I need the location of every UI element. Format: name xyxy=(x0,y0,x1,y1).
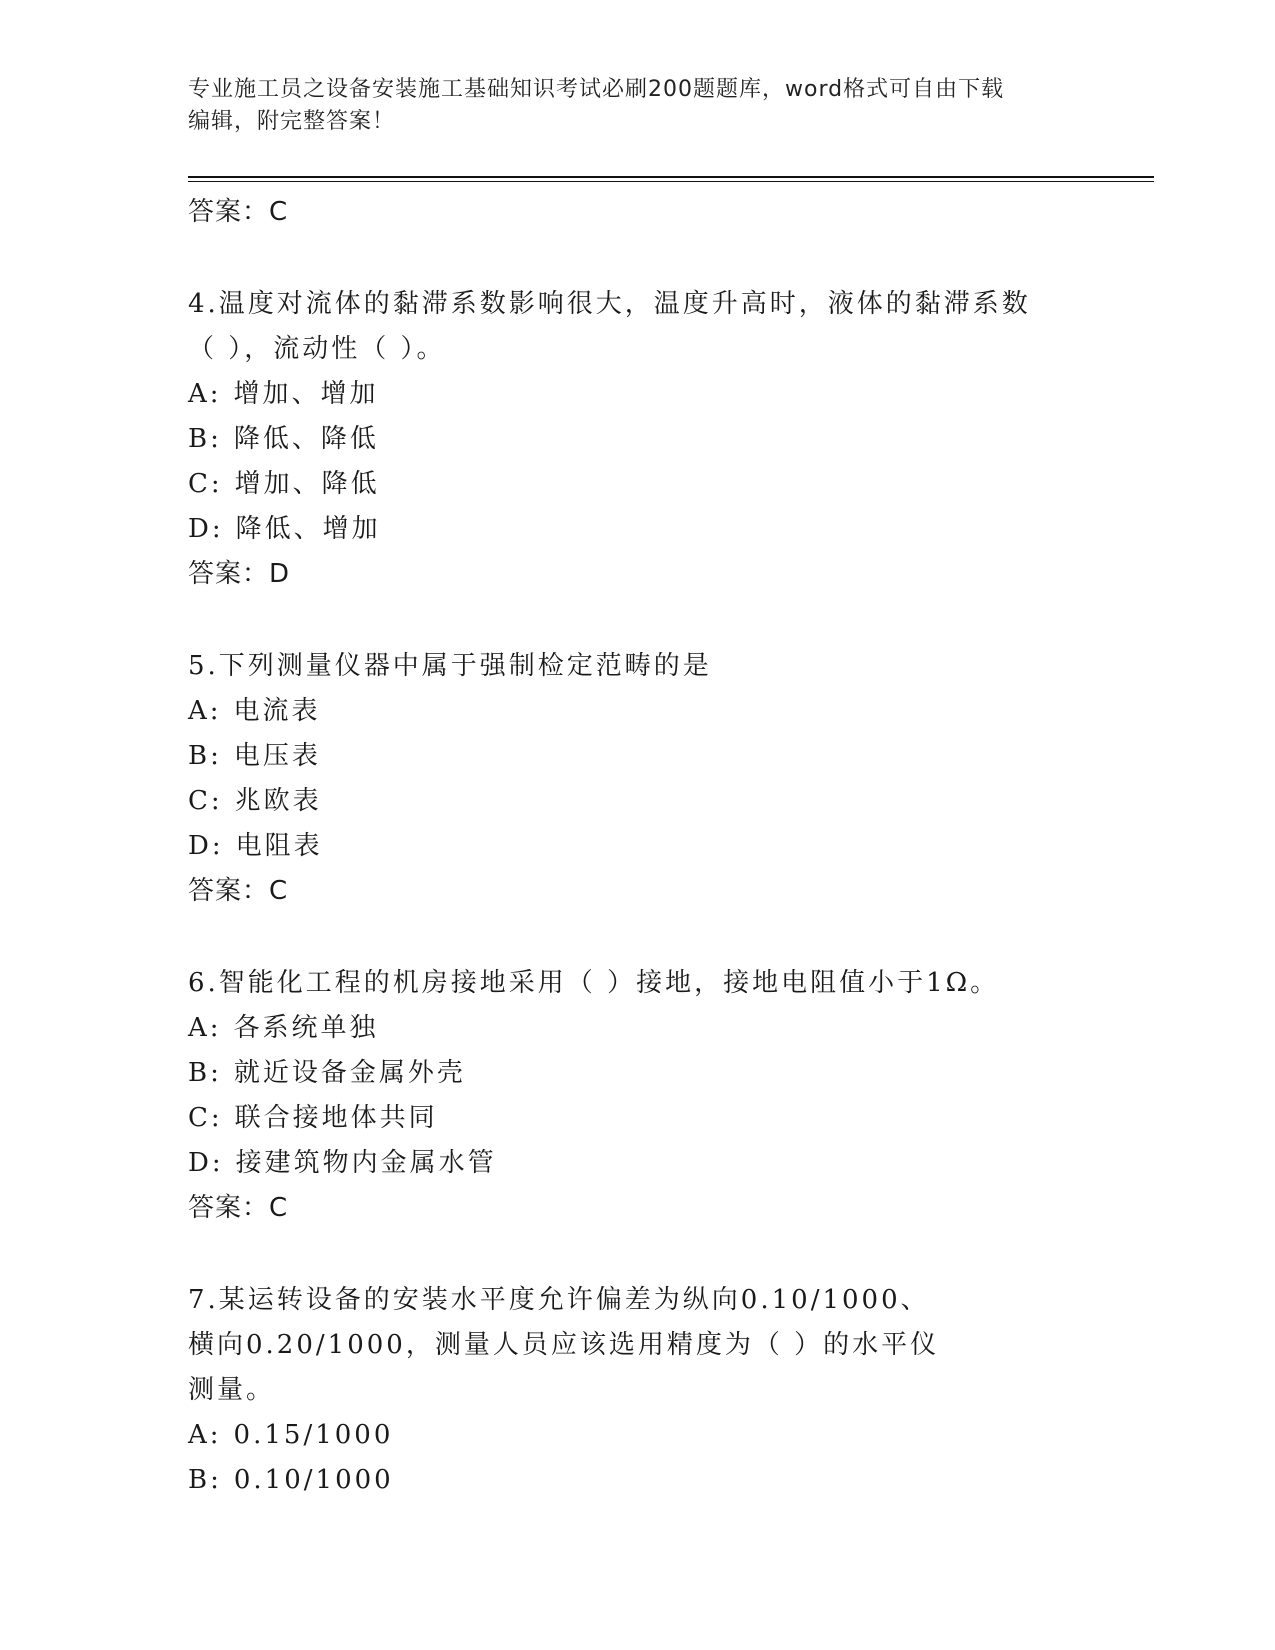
header-line-1: 专业施工员之设备安装施工基础知识考试必刷200题题库，word格式可自由下载 xyxy=(188,77,1005,102)
option-letter: B: xyxy=(188,1058,222,1088)
option-letter: C: xyxy=(188,469,223,499)
option-letter: C: xyxy=(188,786,223,816)
option-text: 0.10/1000 xyxy=(233,1465,394,1495)
header-rule-thick xyxy=(188,176,1154,178)
option-letter: A: xyxy=(188,1013,222,1043)
option-d xyxy=(188,507,1118,552)
option-text: 联合接地体共同 xyxy=(234,1103,438,1133)
option-b xyxy=(188,417,1118,462)
option-letter: D: xyxy=(188,1148,224,1178)
option-letter: B: xyxy=(188,424,222,454)
option-letter: D: xyxy=(188,514,224,544)
answer-line: 答案：C xyxy=(188,197,289,227)
option-b xyxy=(188,734,1118,779)
document-header xyxy=(188,74,1088,138)
option-letter: D: xyxy=(188,831,224,861)
option-c xyxy=(188,1096,1118,1141)
question-text: 6.智能化工程的机房接地采用（ ）接地，接地电阻值小于1Ω。 xyxy=(188,968,1000,998)
option-a xyxy=(188,689,1118,734)
option-letter: A: xyxy=(188,696,222,726)
option-letter: A: xyxy=(188,1420,222,1450)
option-text: 电阻表 xyxy=(235,831,323,861)
option-b xyxy=(188,1051,1118,1096)
option-letter: C: xyxy=(188,1103,223,1133)
question-list xyxy=(188,190,1118,1503)
option-text: 0.15/1000 xyxy=(233,1420,394,1450)
question-text: 4.温度对流体的黏滞系数影响很大，温度升高时，液体的黏滞系数（ ），流动性（ ）。 xyxy=(188,289,1031,364)
option-c xyxy=(188,462,1118,507)
option-text: 就近设备金属外壳 xyxy=(233,1058,466,1088)
question-block xyxy=(188,1278,1118,1503)
option-text: 降低、降低 xyxy=(233,424,379,454)
option-a xyxy=(188,372,1118,417)
option-d xyxy=(188,824,1118,869)
question-block xyxy=(188,961,1118,1230)
option-text: 电压表 xyxy=(233,741,321,771)
answer-line: 答案：C xyxy=(188,1193,289,1223)
question-text: 5.下列测量仪器中属于强制检定范畴的是 xyxy=(188,651,712,681)
header-line-2: 编辑，附完整答案！ xyxy=(188,109,396,134)
option-text: 增加、增加 xyxy=(233,379,379,409)
option-text: 增加、降低 xyxy=(234,469,380,499)
question-block xyxy=(188,282,1118,596)
question-text: 7.某运转设备的安装水平度允许偏差为纵向0.10/1000、横向0.20/1000，测量人员应该选用精度为（ ）的水平仪测量。 xyxy=(188,1285,940,1405)
option-letter: B: xyxy=(188,741,222,771)
option-letter: A: xyxy=(188,379,222,409)
option-a xyxy=(188,1006,1118,1051)
option-c xyxy=(188,779,1118,824)
option-text: 接建筑物内金属水管 xyxy=(235,1148,497,1178)
option-text: 各系统单独 xyxy=(233,1013,379,1043)
option-text: 电流表 xyxy=(233,696,321,726)
answer-line: 答案：C xyxy=(188,876,289,906)
answer-line: 答案：D xyxy=(188,559,291,589)
question-block xyxy=(188,644,1118,913)
option-letter: B: xyxy=(188,1465,222,1495)
header-rule-thin xyxy=(188,181,1154,182)
option-a xyxy=(188,1413,1118,1458)
option-b xyxy=(188,1458,1118,1503)
option-d xyxy=(188,1141,1118,1186)
option-text: 兆欧表 xyxy=(234,786,322,816)
option-text: 降低、增加 xyxy=(235,514,381,544)
